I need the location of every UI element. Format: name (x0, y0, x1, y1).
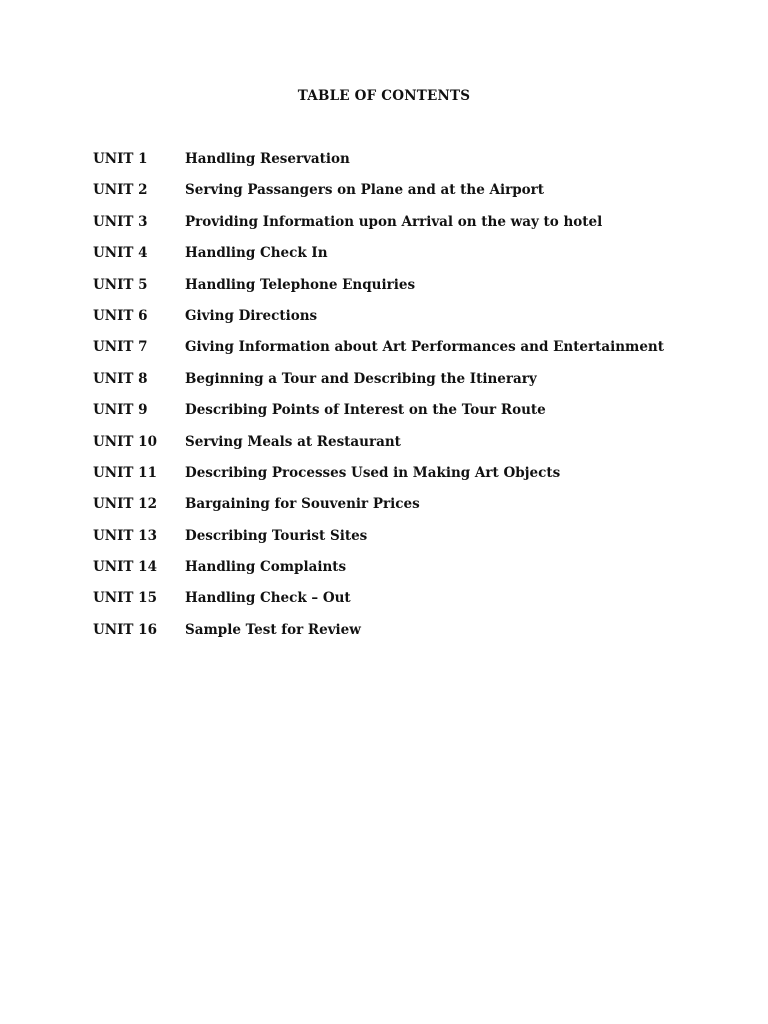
unit-title: Giving Information about Art Performances and Entertainment (185, 339, 664, 356)
unit-label: UNIT 12 (93, 496, 157, 513)
unit-title: Serving Passangers on Plane and at the Airport (185, 182, 545, 199)
toc-entry-unit-1 (93, 150, 733, 181)
unit-title: Serving Meals at Restaurant (185, 433, 401, 450)
unit-title: Handling Telephone Enquiries (185, 276, 416, 293)
table-of-contents (93, 150, 733, 652)
unit-label: UNIT 1 (93, 151, 148, 167)
page-title: TABLE OF CONTENTS (297, 88, 471, 104)
unit-label: UNIT 10 (93, 433, 157, 450)
unit-label: UNIT 9 (93, 402, 148, 419)
unit-label: UNIT 2 (93, 182, 148, 199)
unit-label: UNIT 7 (93, 339, 148, 356)
unit-label: UNIT 3 (93, 213, 148, 230)
toc-entry-unit-10 (93, 433, 733, 464)
toc-entry-unit-3 (93, 213, 733, 244)
toc-entry-unit-14 (93, 558, 733, 589)
unit-title: Providing Information upon Arrival on the way to hotel (185, 213, 603, 230)
toc-entry-unit-7 (93, 338, 733, 369)
toc-entry-unit-5 (93, 276, 733, 307)
unit-title: Describing Processes Used in Making Art Objects (185, 464, 561, 481)
unit-label: UNIT 4 (93, 245, 148, 262)
unit-label: UNIT 13 (93, 527, 157, 544)
toc-entry-unit-15 (93, 589, 733, 620)
unit-label: UNIT 5 (93, 276, 148, 293)
unit-label: UNIT 14 (93, 559, 157, 576)
toc-entry-unit-16 (93, 621, 733, 652)
toc-entry-unit-12 (93, 495, 733, 526)
toc-entry-unit-11 (93, 464, 733, 495)
unit-label: UNIT 15 (93, 590, 157, 607)
unit-label: UNIT 8 (93, 370, 148, 387)
unit-title: Handling Reservation (185, 151, 350, 167)
toc-entry-unit-4 (93, 244, 733, 275)
unit-title: Sample Test for Review (185, 621, 361, 638)
unit-label: UNIT 6 (93, 307, 148, 324)
toc-entry-unit-6 (93, 307, 733, 338)
unit-title: Bargaining for Souvenir Prices (185, 496, 420, 513)
toc-entry-unit-9 (93, 401, 733, 432)
unit-title: Handling Complaints (185, 559, 347, 576)
toc-entry-unit-8 (93, 370, 733, 401)
unit-title: Describing Tourist Sites (185, 527, 368, 544)
unit-label: UNIT 11 (93, 464, 157, 481)
toc-entry-unit-2 (93, 181, 733, 212)
unit-title: Describing Points of Interest on the Tour Route (185, 402, 546, 419)
unit-title: Giving Directions (185, 307, 318, 324)
unit-title: Handling Check – Out (185, 590, 351, 607)
toc-entry-unit-13 (93, 527, 733, 558)
unit-title: Handling Check In (185, 245, 328, 262)
unit-title: Beginning a Tour and Describing the Itinerary (185, 370, 537, 387)
unit-label: UNIT 16 (93, 621, 157, 638)
